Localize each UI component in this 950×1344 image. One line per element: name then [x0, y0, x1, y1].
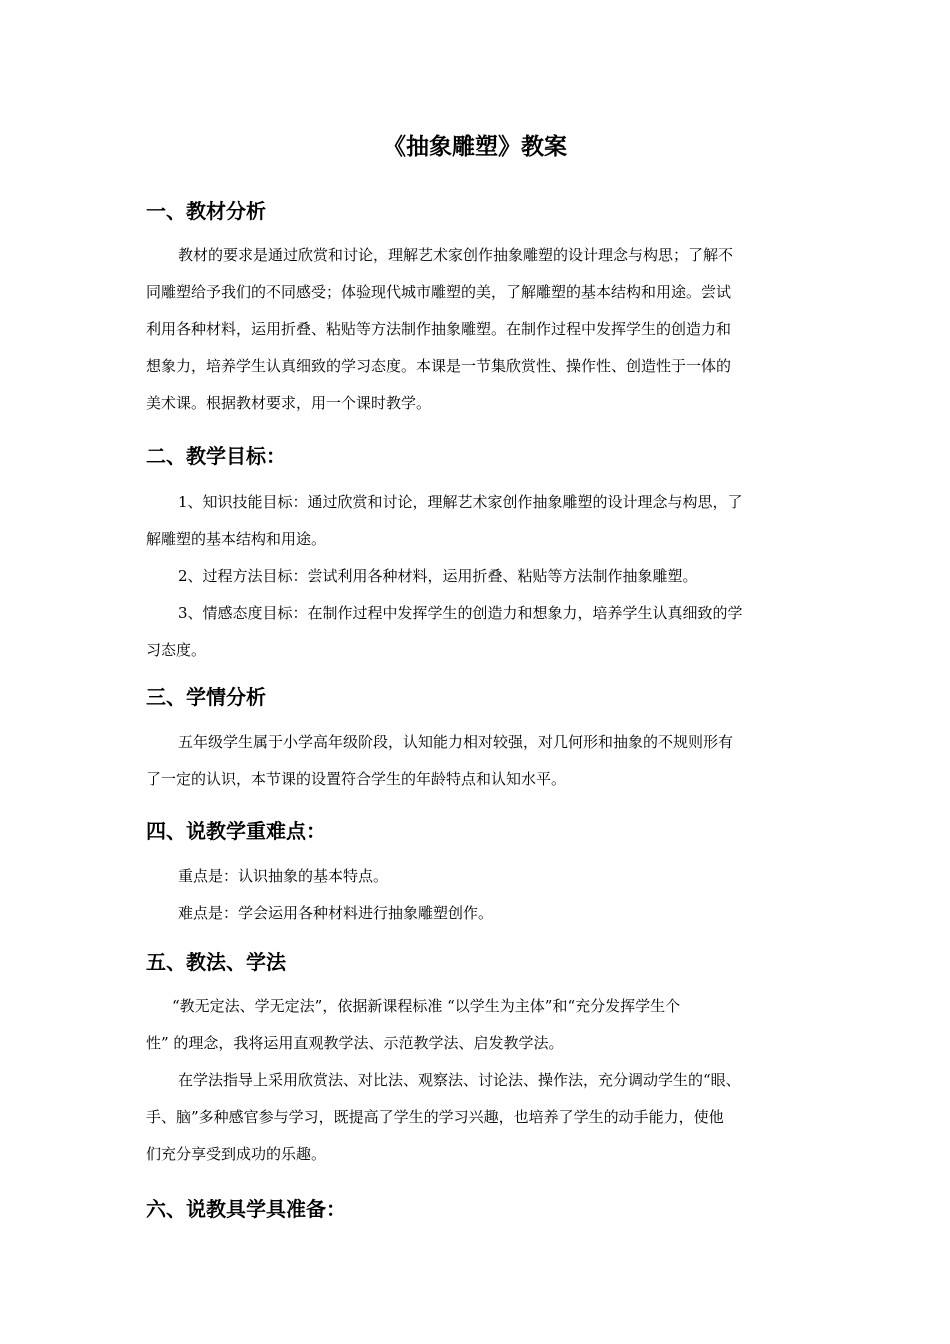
paragraph-line: 想象力，培养学生认真细致的学习态度。本课是一节集欣赏性、操作性、创造性于一体的	[146, 357, 732, 375]
section-heading-key-points: 四、说教学重难点：	[146, 819, 326, 843]
section-body-objectives	[146, 484, 806, 669]
section-body-methods	[146, 988, 806, 1173]
paragraph-line: 1、知识技能目标：通过欣赏和讨论，理解艺术家创作抽象雕塑的设计理念与构思，了	[178, 493, 743, 511]
paragraph-line: 教材的要求是通过欣赏和讨论，理解艺术家创作抽象雕塑的设计理念与构思；了解不	[178, 246, 734, 264]
section-heading-materials: 一、教材分析	[146, 199, 266, 223]
paragraph-line: 利用各种材料，运用折叠、粘贴等方法制作抽象雕塑。在制作过程中发挥学生的创造力和	[146, 320, 732, 338]
section-heading-materials-prep: 六、说教具学具准备：	[146, 1197, 346, 1221]
paragraph-line: 习态度。	[146, 641, 207, 659]
section-body-materials	[146, 237, 806, 422]
document-title: 《抽象雕塑》教案	[383, 134, 567, 160]
paragraph-line: 重点是：认识抽象的基本特点。	[178, 867, 389, 885]
section-heading-learners: 三、学情分析	[146, 685, 266, 709]
paragraph-line: 2、过程方法目标：尝试利用各种材料，运用折叠、粘贴等方法制作抽象雕塑。	[178, 567, 698, 585]
paragraph-line: 五年级学生属于小学高年级阶段，认知能力相对较强，对几何形和抽象的不规则形有	[178, 733, 734, 751]
section-heading-methods: 五、教法、学法	[146, 950, 286, 974]
paragraph-line: 在学法指导上采用欣赏法、对比法、观察法、讨论法、操作法，充分调动学生的“眼、	[178, 1071, 741, 1089]
section-body-learners	[146, 724, 806, 798]
paragraph-line: 解雕塑的基本结构和用途。	[146, 530, 327, 548]
section-heading-objectives: 二、教学目标：	[146, 444, 286, 468]
paragraph-line: 同雕塑给予我们的不同感受；体验现代城市雕塑的美，了解雕塑的基本结构和用途。尝试	[146, 283, 732, 301]
paragraph-line: 3、情感态度目标：在制作过程中发挥学生的创造力和想象力，培养学生认真细致的学	[178, 604, 743, 622]
paragraph-line: 了一定的认识，本节课的设置符合学生的年龄特点和认知水平。	[146, 770, 567, 788]
paragraph-line: 性” 的理念，我将运用直观教学法、示范教学法、启发教学法。	[146, 1034, 564, 1052]
section-body-key-points	[146, 858, 806, 932]
paragraph-line: 手、脑”多种感官参与学习，既提高了学生的学习兴趣，也培养了学生的动手能力，使他	[146, 1108, 724, 1126]
paragraph-line: 美术课。根据教材要求，用一个课时教学。	[146, 394, 432, 412]
paragraph-line: 们充分享受到成功的乐趣。	[146, 1145, 327, 1163]
paragraph-line: “教无定法、学无定法”，依据新课程标准 “以学生为主体”和“充分发挥学生个	[172, 997, 681, 1015]
paragraph-line: 难点是：学会运用各种材料进行抽象雕塑创作。	[178, 904, 494, 922]
